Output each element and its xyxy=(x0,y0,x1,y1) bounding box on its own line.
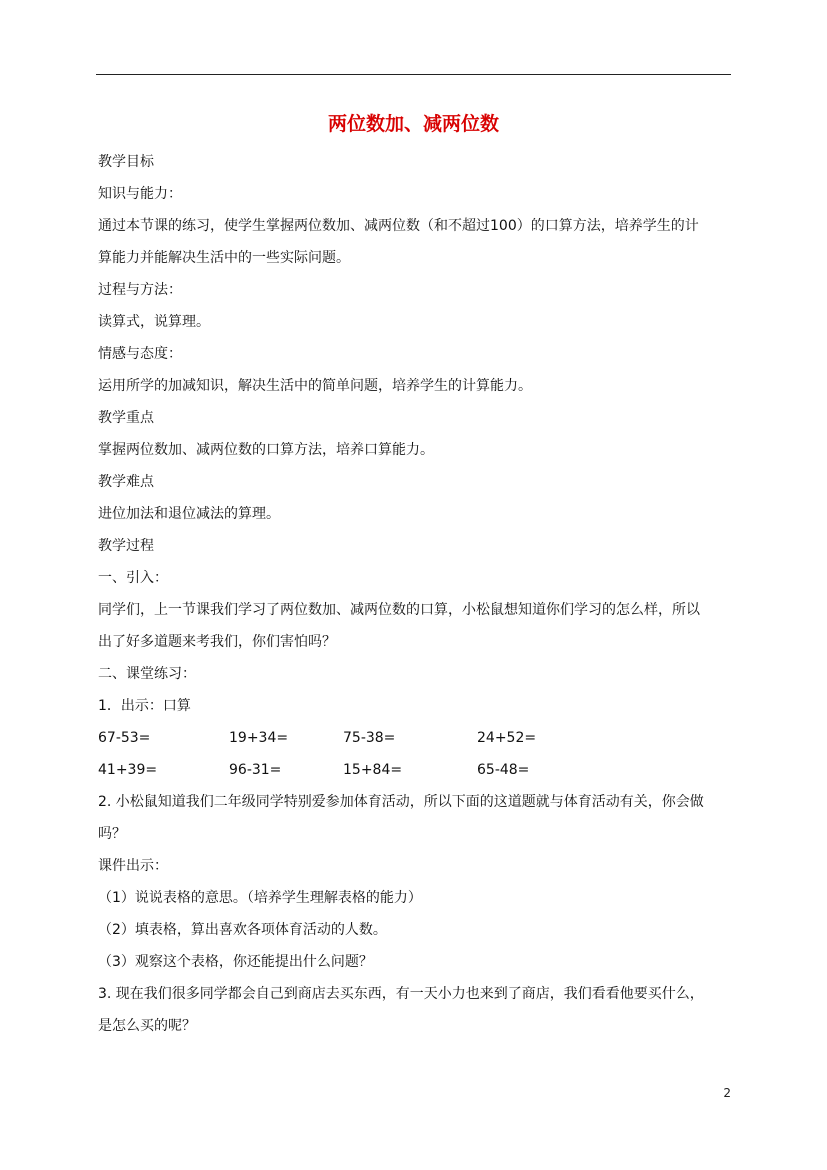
list-item: （2）填表格，算出喜欢各项体育活动的人数。 xyxy=(98,922,387,938)
list-item: （1）说说表格的意思。（培养学生理解表格的能力） xyxy=(98,890,422,906)
exercise-row xyxy=(98,754,734,786)
exercise-item: 96-31= xyxy=(229,762,282,778)
paragraph-line: 吗？ xyxy=(98,826,126,842)
exercise-item: 75-38= xyxy=(343,730,396,746)
section-intro: 一、引入： xyxy=(98,570,168,586)
exercise-item: 19+34= xyxy=(229,730,289,746)
subheading-process: 过程与方法： xyxy=(98,282,182,298)
paragraph-line: 是怎么买的呢？ xyxy=(98,1018,196,1034)
paragraph-line: 3. 现在我们很多同学都会自己到商店去买东西，有一天小力也来到了商店，我们看看他要买什么， xyxy=(98,986,704,1002)
paragraph-line: 算能力并能解决生活中的一些实际问题。 xyxy=(98,250,350,266)
list-item: （3）观察这个表格，你还能提出什么问题？ xyxy=(98,954,373,970)
page-number: 2 xyxy=(723,1086,731,1100)
heading-teaching-process: 教学过程 xyxy=(98,538,154,554)
paragraph-line: 课件出示： xyxy=(98,858,168,874)
subheading-knowledge: 知识与能力： xyxy=(98,186,182,202)
exercise-row xyxy=(98,722,734,754)
exercise-item: 67-53= xyxy=(98,730,151,746)
paragraph-line: 出了好多道题来考我们，你们害怕吗？ xyxy=(98,634,336,650)
document-title: 两位数加、减两位数 xyxy=(327,113,499,135)
exercise-item: 24+52= xyxy=(477,730,537,746)
heading-key-points: 教学重点 xyxy=(98,410,154,426)
paragraph-line: 运用所学的加减知识，解决生活中的简单问题，培养学生的计算能力。 xyxy=(98,378,532,394)
paragraph-line: 同学们，上一节课我们学习了两位数加、减两位数的口算，小松鼠想知道你们学习的怎么样，所以 xyxy=(98,602,700,618)
exercise-heading: 1．出示：口算 xyxy=(98,698,191,714)
paragraph-line: 2. 小松鼠知道我们二年级同学特别爱参加体育活动，所以下面的这道题就与体育活动有关，你会做 xyxy=(98,794,704,810)
paragraph-line: 掌握两位数加、减两位数的口算方法，培养口算能力。 xyxy=(98,442,434,458)
paragraph-line: 通过本节课的练习，使学生掌握两位数加、减两位数（和不超过100）的口算方法，培养学生的计 xyxy=(98,218,699,234)
exercise-item: 65-48= xyxy=(477,762,530,778)
paragraph-line: 读算式，说算理。 xyxy=(98,314,210,330)
paragraph-line: 进位加法和退位减法的算理。 xyxy=(98,506,280,522)
section-practice: 二、课堂练习： xyxy=(98,666,196,682)
exercise-item: 41+39= xyxy=(98,762,158,778)
exercise-item: 15+84= xyxy=(343,762,403,778)
heading-difficulties: 教学难点 xyxy=(98,474,154,490)
document-body xyxy=(98,146,734,1042)
header-rule xyxy=(96,74,731,75)
heading-teaching-goals: 教学目标 xyxy=(98,154,154,170)
subheading-attitude: 情感与态度： xyxy=(98,346,182,362)
